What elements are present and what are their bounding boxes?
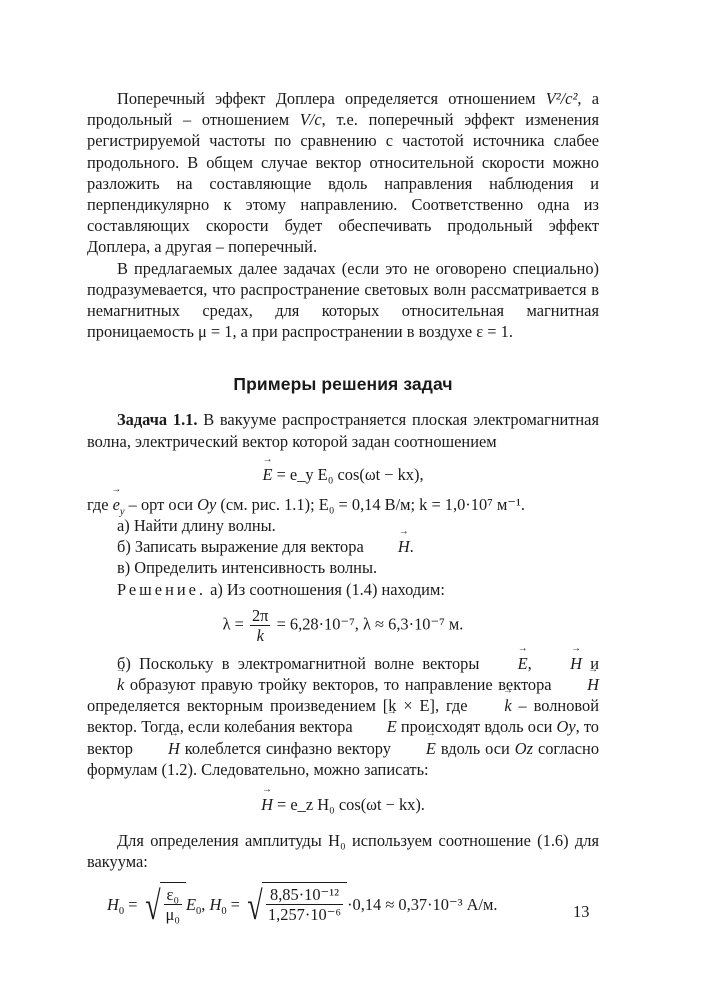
task-item-a: а) Найти длину волны.: [117, 516, 276, 536]
solution-intro: Решение. а) Из соотношения (1.4) находим:: [117, 579, 445, 599]
formula-E: → E = e_y E₀ cos(ωt − kx),: [87, 464, 599, 486]
amplitude-paragraph: Для определения амплитуды H₀ используем соотношение (1.6) для вакуума:: [87, 831, 599, 872]
intro-paragraph-2: В предлагаемых далее задачах (если это не оговорено специально) подразумевается, что распространение световых волн рассматривается в немагнитных средах, для которых относительная магнитная проницаемость μ = 1, а при распространении в воздухе ε = 1.: [87, 258, 599, 342]
intro-paragraph-1: Поперечный эффект Доплера определяется отношением V²/c², а продольный – отношением V/c, т.е. поперечный эффект изменения регистрируемой частоты по сравнению с частотой источника слабее продольного. В общем случае вектор относительной скорости можно разложить на составляющие вдоль направления наблюдения и перпендикулярно к этому направлению. Соответственно одна из составляющих скорости будет обеспечивать продольный эффект Доплера, а другая – поперечный.: [87, 89, 599, 257]
formula-lambda: λ = $\frac{2\pi}{k}$ = 6,28·10⁻⁷, λ ≈ 6,3·10⁻⁷ м.: [222, 605, 464, 645]
task-item-c: в) Определить интенсивность волны.: [117, 558, 378, 578]
page-number: 13: [573, 902, 590, 921]
task-where: где → $e_y$ – орт оси Oy (см. рис. 1.1); E₀ = 0,14 В/м; k = 1,0·10⁷ м⁻¹.: [87, 494, 599, 515]
task-label: Задача 1.1.: [117, 410, 198, 430]
section-heading: Примеры решения задач: [233, 374, 453, 395]
task-statement: Задача 1.1. В вакууме распространяется плоская электромагнитная волна, электрический вектор которой задан соотношением: [87, 410, 599, 451]
page-body: [87, 88, 599, 930]
formula-H0: $H_0$ = √ $\frac{\text{ε₀}}{\text{μ₀}}$ $E_0$, $H_0$ = √ $\frac{\text{8,85·10⁻¹²}}{\text{1,257·10⁻⁶}}$ ·0,14 ≈ 0,37·10⁻³ А/м.: [107, 883, 498, 929]
formula-H: → H = e_z H₀ cos(ωt − kx).: [87, 794, 599, 816]
solution-label: Решение.: [117, 579, 206, 599]
task-item-b: б) Записать выражение для вектора → H.: [87, 536, 599, 557]
solution-part-b: б) Поскольку в электромагнитной волне векторы → E, → H и → k образуют правую тройку векторов, то направление вектора → H определяется векторным произведением [k × E], где → k – волновой вектор. Тогда, если колебания вектора → E происходят вдоль оси Oy, то вектор → H колеблется синфазно вектору → E вдоль оси Oz согласно формулам (1.2). Следовательно, можно записать:: [87, 653, 599, 780]
